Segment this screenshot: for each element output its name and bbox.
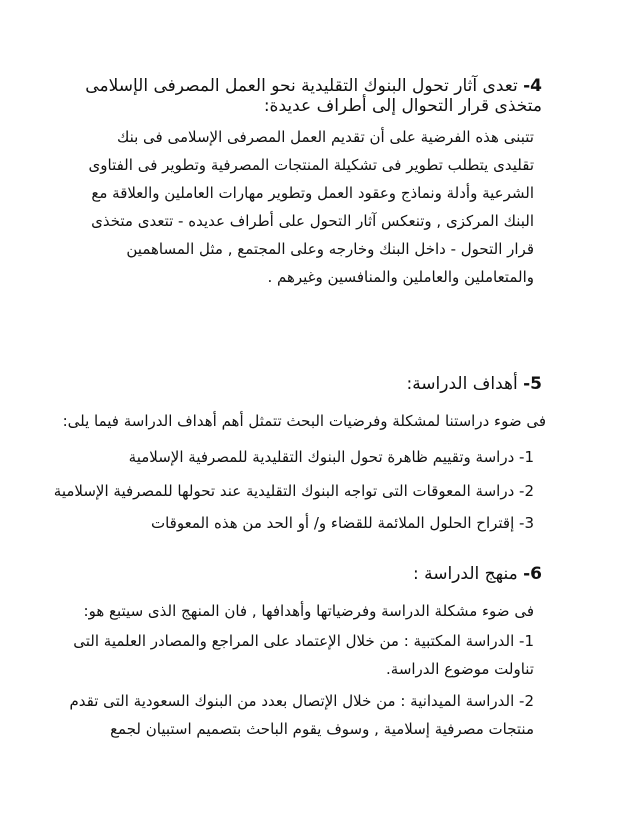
method-item: 1- الدراسة المكتبية : من خلال الإعتماد على المراجع والمصادر العلمية التى (73, 632, 534, 650)
section-5-heading (406, 374, 542, 394)
section-title: تعدى آثار تحول البنوك التقليدية نحو العمل المصرفى الإسلامى (85, 76, 518, 96)
paragraph-line: والمتعاملين والعاملين والمنافسين وغيرهم . (267, 268, 534, 286)
paragraph-line: تقليدى يتطلب تطوير فى تشكيلة المنتجات المصرفية وتطوير فى الفتاوى (88, 156, 534, 174)
method-item: 2- الدراسة الميدانية : من خلال الإتصال بعدد من البنوك السعودية التى تقدم (69, 692, 534, 710)
paragraph-line: قرار التحول - داخل البنك وخارجه وعلى المجتمع , مثل المساهمين (126, 240, 534, 258)
method-item-continued: منتجات مصرفية إسلامية , وسوف يقوم الباحث بتصميم استبيان لجمع (110, 720, 534, 738)
objective-item: 2- دراسة المعوقات التى تواجه البنوك التقليدية عند تحولها للمصرفية الإسلامية (53, 482, 534, 500)
paragraph-line: البنك المركزى , وتنعكس آثار التحول على أطراف عديده - تتعدى متخذى (91, 212, 534, 230)
objective-item: 3- إقتراح الحلول الملائمة للقضاء و/ أو الحد من هذه المعوقات (150, 514, 534, 532)
section-6-intro: فى ضوء مشكلة الدراسة وفرضياتها وأهدافها , فان المنهج الذى سيتبع هو: (83, 602, 534, 620)
section-number: 4- (523, 76, 542, 96)
section-number: 6- (523, 564, 542, 584)
paragraph-line: تتبنى هذه الفرضية على أن تقديم العمل المصرفى الإسلامى فى بنك (116, 128, 534, 146)
section-4-heading (85, 76, 542, 96)
section-4-heading-continued: متخذى قرار التحوال إلى أطراف عديدة: (263, 96, 542, 116)
section-title: أهداف الدراسة: (406, 374, 518, 394)
section-title: منهج الدراسة : (412, 564, 518, 584)
section-number: 5- (523, 374, 542, 394)
method-item-continued: تناولت موضوع الدراسة. (386, 660, 534, 678)
section-5-intro: فى ضوء دراستنا لمشكلة وفرضيات البحث تتمثل أهم أهداف الدراسة فيما يلى: (62, 412, 546, 430)
section-6-heading (413, 564, 542, 584)
objective-item: 1- دراسة وتقييم ظاهرة تحول البنوك التقليدية للمصرفية الإسلامية (128, 448, 534, 466)
paragraph-line: الشرعية وأدلة ونماذج وعقود العمل وتطوير مهارات العاملين والعلاقة مع (91, 184, 534, 202)
